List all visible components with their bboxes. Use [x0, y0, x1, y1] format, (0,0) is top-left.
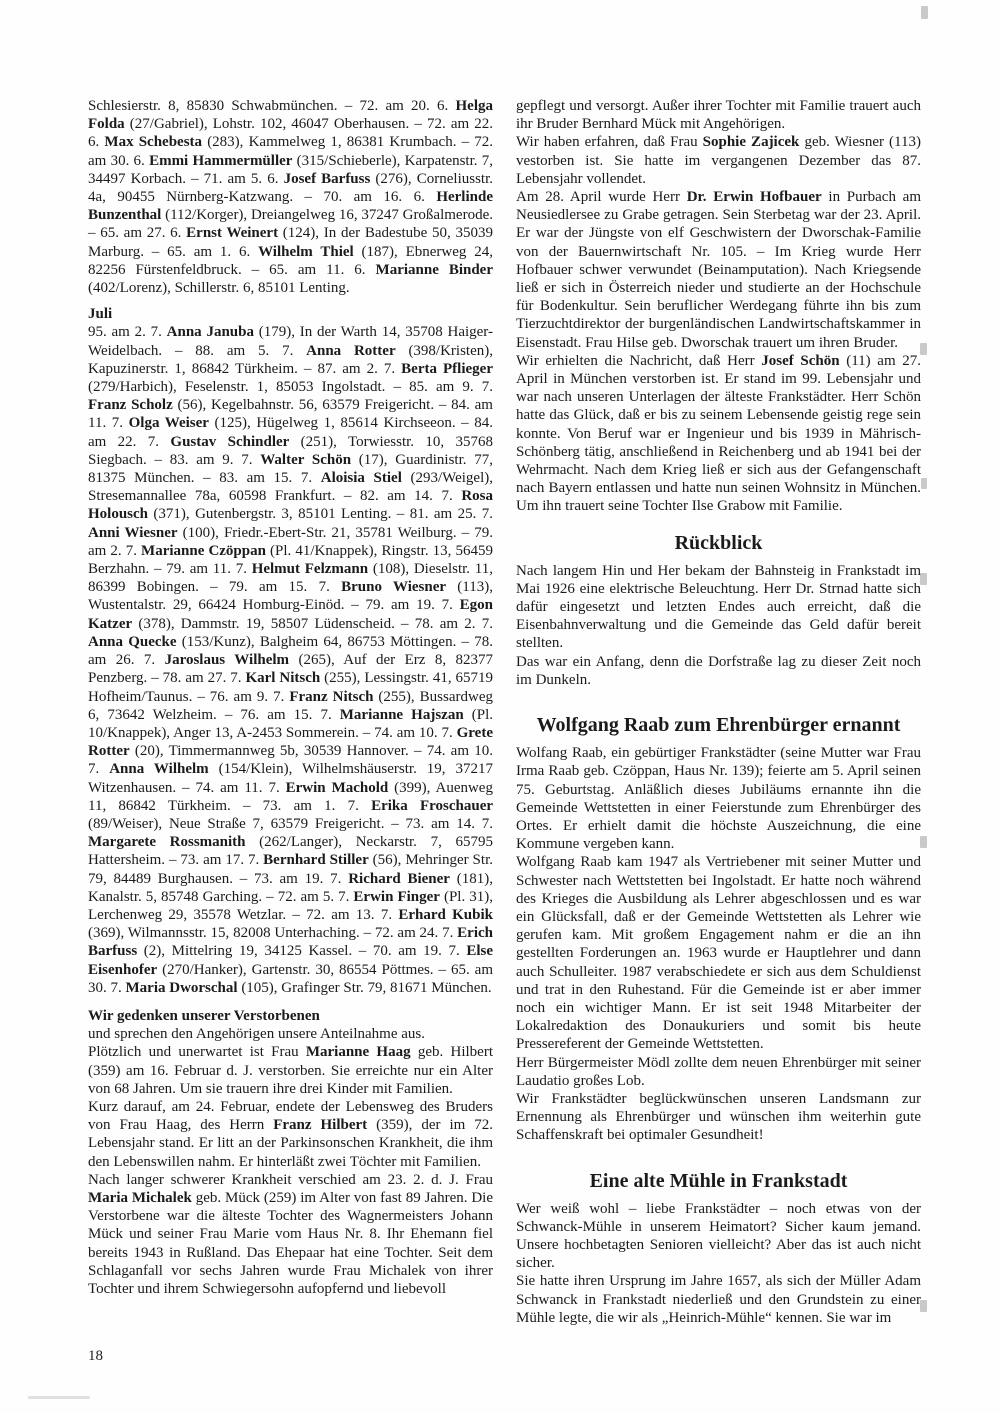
- text-run: (359), der im 72. Lebensjahr stand. Er litt an der Parkinsonschen Krankheit, die ihm den Lebenswillen nahm. Er hinterläßt zwei Töchter mit Familien.: [88, 1117, 493, 1170]
- person-name: Ernst Weinert: [186, 225, 279, 242]
- obituary-list-june: [88, 97, 493, 297]
- rueckblick-paragraph: [516, 653, 921, 689]
- scan-artifact: [28, 1396, 90, 1399]
- person-name: Else Eisenhofer: [88, 943, 493, 978]
- person-name: Max Schebesta: [104, 134, 203, 151]
- text-run: Am 28. April wurde Herr: [516, 189, 687, 206]
- memorial-paragraph: [88, 1171, 493, 1298]
- text-run: Wolfang Raab, ein gebürtiger Frankstädter (seine Mutter war Frau Irma Raab geb. Czöppan, Haus Nr. 139); feierte am 5. April seinen 75. Geburtstag. Anläßlich dieses Jubiläums ernannte ihn die Gemeinde Wettstetten in einer Feierstunde zum Ehrenbürger des Ortes. Er erhielt damit die höchste Auszeichnung, die eine Kommune vergeben kann.: [516, 745, 921, 853]
- left-column: [88, 97, 493, 1298]
- text-run: (17), Guardinistr. 77, 81375 München. – 83. am 15. 7.: [88, 451, 493, 487]
- text-run: (369), Wilmannsstr. 15, 82008 Unterhaching. – 72. am 24. 7.: [88, 925, 458, 942]
- person-name: Berta Pflieger: [401, 360, 493, 377]
- text-run: (124), In der Badestube 50, 35039 Marburg. – 65. am 1. 6.: [88, 225, 494, 260]
- person-name: Maria Michalek: [88, 1189, 192, 1206]
- text-run: Wolfgang Raab kam 1947 als Vertriebener mit seiner Mutter und Schwester nach Wettstetten bei Ingolstadt. Er hatte noch während des Krieges die Ausbildung als Lehrer abgeschlossen und es war ein Glücksfall, daß er der Gemeinde Wettstetten als Lehrer wie gerufen kam. Mit großem Engagement nahm er die an ihn gestellten Forderungen an. 1963 wurde er Hauptlehrer und dann auch Schulleiter. 1987 verabschiedete er sich aus dem Schuldienst und trat in den Ruhestand. Für die Gemeinde ist er aber immer noch ein wichtiger Mann. Er ist seit 1948 Mitarbeiter der Lokalredaktion des Donaukuriers und somit bis heute Pressereferent der Gemeinde Wettstetten.: [516, 854, 921, 1053]
- text-run: Kurz darauf, am 24. Februar, endete der Lebensweg des Bruders von Frau Haag, des Herrn: [88, 1098, 493, 1134]
- person-name: Gustav Schindler: [170, 433, 290, 450]
- person-name: Olga Weiser: [128, 415, 209, 432]
- person-name: Jaroslaus Wilhelm: [164, 652, 290, 669]
- text-run: (108), Dieselstr. 11, 86399 Bobingen. – 79. am 15. 7.: [88, 561, 493, 596]
- person-name: Emmi Hammermüller: [149, 152, 293, 169]
- section-heading-muehle: Eine alte Mühle in Frankstadt: [589, 1169, 848, 1192]
- scan-artifact: [921, 478, 927, 489]
- text-run: (315/Schieberle), Karpatenstr. 7, 34497 Korbach. – 71. am 5. 6.: [88, 152, 494, 187]
- person-name: Maria Dworschal: [125, 979, 238, 996]
- text-run: 95. am 2. 7.: [88, 324, 167, 341]
- person-name: Herlinde Bunzenthal: [88, 189, 493, 224]
- raab-paragraph: [516, 744, 921, 853]
- person-name: Erwin Machold: [285, 779, 389, 796]
- text-run: Herr Bürgermeister Mödl zollte dem neuen Ehrenbürger mit seiner Laudatio großes Lob.: [516, 1054, 921, 1089]
- person-name: Helmut Felzmann: [251, 561, 369, 578]
- text-run: (56), Mehringer Str. 79, 84489 Burghausen. – 73. am 19. 7.: [88, 852, 493, 887]
- text-run: Plötzlich und unerwartet ist Frau: [88, 1044, 306, 1061]
- right-column: [516, 97, 921, 1327]
- text-run: (125), Hügelweg 1, 85614 Kirchseeon. – 84. am 22. 7.: [88, 415, 493, 450]
- text-run: geb. Hilbert (359) am 16. Februar d. J. verstorben. Sie erreichte nur ein Alter von 68 Jahren. Um sie trauern ihre drei Kinder mit Familien.: [88, 1044, 493, 1097]
- text-run: (276), Corneliusstr. 4a, 90455 Nürnberg-Katzwang. – 70. am 16. 6.: [88, 170, 494, 206]
- person-name: Marianne Binder: [375, 261, 493, 278]
- person-name: Aloisia Stiel: [320, 470, 402, 487]
- text-run: Das war ein Anfang, denn die Dorfstraße lag zu dieser Zeit noch im Dunkeln.: [516, 653, 921, 688]
- memorial-paragraph: [516, 188, 921, 352]
- person-name: Erika Froschauer: [371, 797, 494, 814]
- memorial-paragraph: [516, 133, 921, 188]
- text-run: (2), Mittelring 19, 34125 Kassel. – 70. am 19. 7.: [137, 943, 467, 960]
- person-name: Anna Rotter: [306, 342, 396, 359]
- text-run: (89/Weiser), Neue Straße 7, 63579 Freigericht. – 73. am 14. 7.: [88, 815, 493, 832]
- text-run: (279/Harbich), Feselenstr. 1, 85053 Ingolstadt. – 85. am 9. 7.: [88, 379, 493, 396]
- text-run: (251), Torwiesstr. 10, 35768 Siegbach. – 83. am 9. 7.: [88, 433, 494, 468]
- memorial-paragraph: [88, 1025, 493, 1043]
- month-heading-juli: Juli: [88, 306, 113, 323]
- section-heading-raab: Wolfgang Raab zum Ehrenbürger ernannt: [536, 714, 901, 737]
- text-run: Wir haben erfahren, daß Frau: [516, 134, 703, 151]
- page-number: 18: [88, 1348, 103, 1364]
- person-name: Egon Katzer: [88, 597, 493, 632]
- text-run: (154/Klein), Wilhelmshäuserstr. 19, 37217 Witzenhausen. – 74. am 11. 7.: [88, 761, 493, 796]
- text-run: (Pl. 31), Lerchenweg 29, 35578 Wetzlar. – 72. am 13. 7.: [88, 888, 493, 923]
- text-run: Wer weiß wohl – liebe Frankstädter – noch etwas von der Schwanck-Mühle in unserem Heimatort? Sicher kaum jemand. Unsere hochbetagten Senioren vielleicht? Aber das ist auch nicht sicher.: [516, 1200, 921, 1272]
- person-name: Erwin Finger: [353, 888, 440, 905]
- person-name: Anna Wilhelm: [109, 761, 209, 778]
- person-name: Grete Rotter: [88, 724, 493, 760]
- text-run: (Pl. 41/Knappek), Ringstr. 13, 56459 Berzhahn. – 79. am 11. 7.: [88, 542, 493, 578]
- text-run: (255), Lessingstr. 41, 65719 Hofheim/Taunus. – 76. am 9. 7.: [88, 670, 494, 705]
- person-name: Josef Schön: [761, 352, 840, 369]
- person-name: Richard Biener: [348, 870, 450, 887]
- text-run: (20), Timmermannweg 5b, 30539 Hannover. – 74. am 10. 7.: [88, 743, 493, 778]
- text-run: (399), Auenweg 11, 86842 Türkheim. – 73. am 1. 7.: [88, 779, 493, 814]
- scan-artifact: [920, 836, 927, 848]
- person-name: Karl Nitsch: [245, 670, 321, 687]
- text-run: gepflegt und versorgt. Außer ihrer Tochter mit Familie trauert auch ihr Bruder Bernhard Mück mit Angehörigen.: [516, 98, 921, 133]
- person-name: Anna Quecke: [88, 633, 177, 650]
- scan-artifact: [921, 6, 928, 19]
- text-run: Sie hatte ihren Ursprung im Jahre 1657, als sich der Müller Adam Schwanck in Frankstadt niederließ und den Grundstein zu einer Mühle legte, die wir als „Heinrich-Mühle“ kennen. Sie war im: [516, 1273, 921, 1326]
- person-name: Wilhelm Thiel: [258, 243, 354, 260]
- person-name: Franz Nitsch: [289, 688, 374, 705]
- text-run: (255), Bussardweg 6, 73642 Welzheim. – 76. am 15. 7.: [88, 688, 493, 723]
- text-run: geb. Mück (259) im Alter von fast 89 Jahren. Die Verstorbene war die älteste Tochter des Wagnermeisters Johann Mück und seiner Frau Marie vom Haus Nr. 8. Ihr Ehemann fiel bereits 1943 in Rußland. Das Ehepaar hat eine Tochter. Seit dem Schlaganfall vor sechs Jahren wurde Frau Michalek von ihrer Tochter und ihrem Schwiegersohn aufopfernd und liebevoll: [88, 1189, 494, 1297]
- text-run: (181), Kanalstr. 5, 85748 Garching. – 72. am 5. 7.: [88, 870, 493, 905]
- raab-paragraph: [516, 853, 921, 1053]
- text-run: Wir erhielten die Nachricht, daß Herr: [516, 352, 762, 369]
- person-name: Marianne Czöppan: [141, 542, 266, 559]
- text-run: (283), Kammelweg 1, 86381 Krumbach. – 72. am 30. 6.: [88, 134, 493, 169]
- person-name: Erich Barfuss: [88, 925, 493, 960]
- text-run: (153/Kunz), Balgheim 64, 86753 Möttingen. – 78. am 26. 7.: [88, 633, 494, 669]
- person-name: Marianne Hajszan: [339, 706, 464, 723]
- text-run: (402/Lorenz), Schillerstr. 6, 85101 Lenting.: [88, 280, 350, 297]
- memorial-paragraph: [88, 1098, 493, 1171]
- muehle-paragraph: [516, 1272, 921, 1327]
- text-run: (11) am 27. April in München verstorben ist. Er stand im 99. Lebensjahr und war nach unseren Unterlagen der älteste Frankstädter. Herr Schön hatte das Glück, daß er bis zu seinem Lebensende geistig rege sein konnte. Von Beruf war er Ingenieur und bis 1939 in Mährisch-Schönberg tätig, anschließend in Reichenberg und ab 1941 bei der Wehrmacht. Nach dem Krieg ließ er sich aus der Gefangenschaft nach Bayern entlassen und hatte nun seinen Wohnsitz in München. Um ihn trauert seine Tochter Ilse Grabow mit Familie.: [516, 352, 921, 515]
- text-run: (179), In der Warth 14, 35708 Haiger-Weidelbach. – 88. am 5. 7.: [88, 324, 493, 359]
- rueckblick-paragraph: [516, 562, 921, 653]
- text-run: (187), Ebnerweg 24, 82256 Fürstenfeldbruck. – 65. am 11. 6.: [88, 243, 494, 278]
- person-name: Bernhard Stiller: [263, 852, 369, 869]
- text-run: (371), Gutenbergstr. 3, 85101 Lenting. – 81. am 25. 7.: [148, 506, 493, 523]
- person-name: Sophie Zajicek: [702, 134, 800, 151]
- text-run: und sprechen den Angehörigen unsere Anteilnahme aus.: [88, 1026, 425, 1043]
- memorial-paragraph: [88, 1043, 493, 1098]
- person-name: Helga Folda: [88, 98, 493, 133]
- text-run: (27/Gabriel), Lohstr. 102, 46047 Oberhausen. – 72. am 22. 6.: [88, 116, 493, 151]
- person-name: Franz Hilbert: [273, 1117, 368, 1134]
- person-name: Walter Schön: [260, 451, 352, 468]
- person-name: Anni Wiesner: [88, 524, 178, 541]
- text-run: (Pl. 10/Knappek), Anger 13, A-2453 Sommerein. – 74. am 10. 7.: [88, 706, 493, 741]
- person-name: Marianne Haag: [305, 1044, 411, 1061]
- person-name: Dr. Erwin Hofbauer: [686, 189, 822, 206]
- scan-artifact: [920, 573, 927, 585]
- text-run: Nach langem Hin und Her bekam der Bahnsteig in Frankstadt im Mai 1926 eine elektrische Beleuchtung. Herr Dr. Strnad hatte sich dafür eingesetzt und letzten Endes auch erreicht, daß die Eisenbahnverwaltung und die Gemeinde das Geld dafür bereit stellten.: [516, 562, 921, 652]
- person-name: Margarete Rossmanith: [88, 834, 246, 851]
- text-run: geb. Wiesner (113) vestorben ist. Sie hatte im vergangenen Dezember das 87. Lebensjahr vollendet.: [516, 134, 921, 187]
- text-run: (56), Kegelbahnstr. 56, 63579 Freigericht. – 84. am 11. 7.: [88, 397, 493, 432]
- text-run: Nach langer schwerer Krankheit verschied am 23. 2. d. J. Frau: [88, 1171, 493, 1188]
- scan-artifact: [920, 343, 927, 355]
- text-run: (378), Dammstr. 19, 58507 Lüdenscheid. – 78. am 2. 7.: [132, 615, 493, 632]
- text-run: (113), Wustentalstr. 29, 66424 Homburg-Einöd. – 79. am 19. 7.: [88, 579, 493, 614]
- raab-paragraph: [516, 1054, 921, 1090]
- person-name: Anna Januba: [166, 324, 254, 341]
- memorial-heading: Wir gedenken unserer Verstorbenen: [88, 1007, 320, 1024]
- text-run: (398/Kristen), Kapuzinerstr. 1, 86842 Türkheim. – 87. am 2. 7.: [88, 342, 494, 377]
- raab-paragraph: [516, 1090, 921, 1145]
- text-run: Schlesierstr. 8, 85830 Schwabmünchen. – 72. am 20. 6.: [88, 98, 456, 114]
- text-run: (265), Auf der Erz 8, 82377 Penzberg. – 78. am 27. 7.: [88, 652, 493, 687]
- text-run: (293/Weigel), Stresemannallee 78a, 60598 Frankfurt. – 82. am 14. 7.: [88, 470, 493, 505]
- text-run: Wir Frankstädter beglückwünschen unseren Landsmann zur Ernennung als Ehrenbürger und wünschen ihm weiterhin gute Schaffenskraft bei optimaler Gesundheit!: [516, 1090, 921, 1144]
- person-name: Franz Scholz: [88, 397, 173, 414]
- muehle-paragraph: [516, 1200, 921, 1273]
- person-name: Rosa Holousch: [88, 488, 493, 523]
- text-run: (105), Grafinger Str. 79, 81671 München.: [237, 979, 492, 996]
- memorial-paragraph: [516, 352, 921, 516]
- scan-artifact: [920, 1300, 927, 1312]
- person-name: Josef Barfuss: [283, 170, 371, 187]
- text-run: (100), Friedr.-Ebert-Str. 21, 35781 Weilburg. – 79. am 2. 7.: [88, 524, 493, 559]
- text-run: in Purbach am Neusiedlersee zu Grabe getragen. Sein Sterbetag war der 23. April. Er war der Jüngste von elf Geschwistern der Dworschak-Familie von der Bauernwirtschaft Nr. 105. – Im Krieg wurde Herr Hofbauer schwer verwundet (Beinamputation). Nach Kriegsende ließ er sich in Österreich nieder und studierte an der Hochschule für Bodenkultur. Sein beruflicher Werdegang führte ihn bis zum Tierzuchtdirektor der burgenländischen Landwirtschaftskammer in Eisenstadt. Frau Hilse geb. Dworschak trauert um ihren Bruder.: [516, 189, 921, 351]
- person-name: Erhard Kubik: [398, 906, 494, 923]
- person-name: Bruno Wiesner: [341, 579, 447, 596]
- section-heading-rueckblick: Rückblick: [674, 531, 763, 554]
- obituary-list-juli: [88, 323, 493, 997]
- text-run: (112/Korger), Dreiangelweg 16, 37247 Großalmerode. – 65. am 27. 6.: [88, 207, 493, 242]
- text-run: (270/Hanker), Gartenstr. 30, 86554 Pöttmes. – 65. am 30. 7.: [88, 961, 493, 996]
- text-run: (262/Langer), Neckarstr. 7, 65795 Hattersheim. – 73. am 17. 7.: [88, 834, 493, 869]
- memorial-paragraph-continued: [516, 97, 921, 133]
